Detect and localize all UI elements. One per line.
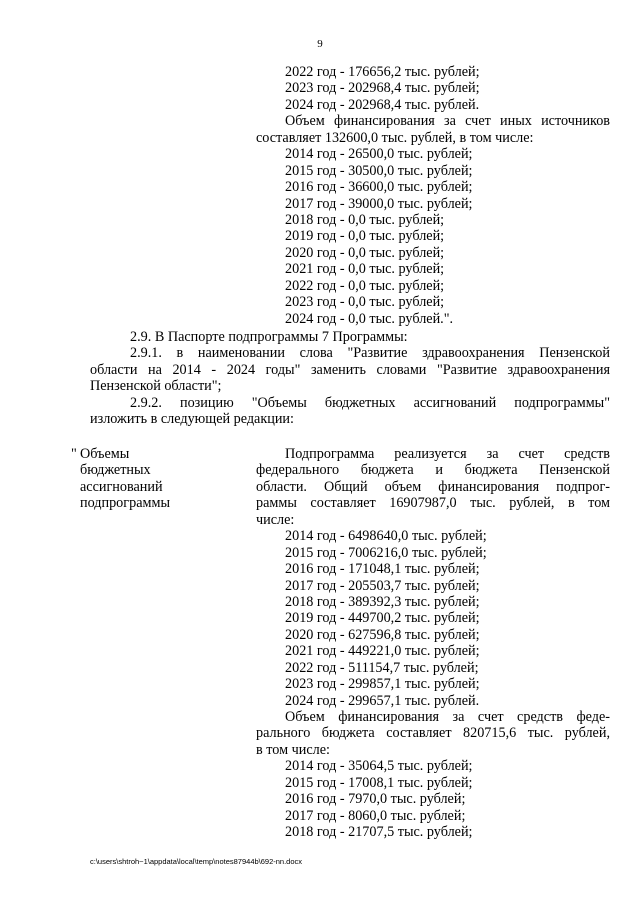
year-line: 2022 год - 176656,2 тыс. рублей; — [285, 64, 480, 80]
position-title-column — [71, 446, 245, 512]
total-year-line: 2018 год - 389392,3 тыс. рублей; — [285, 593, 480, 610]
paragraph-2-9-1: Пензенской области"; — [90, 378, 222, 395]
federal-intro-text: Объем финансирования за счет средств феде- — [285, 709, 610, 725]
intro-text: федерального бюджета и бюджета Пензенской — [256, 462, 610, 479]
opening-quote: " — [71, 446, 77, 462]
total-year-line: 2023 год - 299857,1 тыс. рублей; — [285, 676, 480, 693]
year-line: 2023 год - 202968,4 тыс. рублей; — [285, 80, 480, 97]
federal-intro-text: рального бюджета составляет 820715,6 тыс. рублей, — [256, 725, 610, 742]
federal-intro-text: в том числе: — [256, 741, 330, 758]
position-content-column — [256, 446, 610, 841]
intro-text: раммы составляет 16907987,0 тыс. рублей, в том — [256, 495, 610, 512]
year-line: 2019 год - 0,0 тыс. рублей; — [285, 228, 445, 245]
year-line: 2024 год - 0,0 тыс. рублей.". — [285, 310, 454, 327]
total-year-line: 2014 год - 6498640,0 тыс. рублей; — [285, 528, 487, 545]
total-year-line: 2022 год - 511154,7 тыс. рублей; — [285, 659, 479, 676]
total-year-line: 2020 год - 627596,8 тыс. рублей; — [285, 626, 480, 643]
paragraph-2-9-2: изложить в следующей редакции: — [90, 411, 294, 428]
year-line: 2023 год - 0,0 тыс. рублей; — [285, 294, 445, 311]
federal-year-line: 2016 год - 7970,0 тыс. рублей; — [285, 791, 466, 808]
federal-year-line: 2017 год - 8060,0 тыс. рублей; — [285, 807, 466, 824]
federal-year-line: 2018 год - 21707,5 тыс. рублей; — [285, 824, 473, 841]
total-year-line: 2016 год - 171048,1 тыс. рублей; — [285, 561, 480, 578]
intro-text: числе: — [256, 511, 295, 528]
year-line: 2016 год - 36600,0 тыс. рублей; — [285, 179, 473, 196]
paragraph-2-9: 2.9. В Паспорте подпрограммы 7 Программы: — [130, 329, 408, 345]
year-line: 2022 год - 0,0 тыс. рублей; — [285, 277, 445, 294]
position-title-line: ассигнований — [80, 478, 163, 495]
position-title-line: подпрограммы — [80, 495, 170, 512]
intro-text: Подпрограмма реализуется за счет средств — [285, 446, 610, 462]
total-year-line: 2015 год - 7006216,0 тыс. рублей; — [285, 544, 487, 561]
federal-year-line: 2014 год - 35064,5 тыс. рублей; — [285, 758, 473, 775]
page-number: 9 — [317, 38, 323, 50]
position-title-line: Объемы — [80, 446, 130, 462]
total-year-line: 2019 год - 449700,2 тыс. рублей; — [285, 610, 480, 627]
year-line: 2018 год - 0,0 тыс. рублей; — [285, 211, 445, 228]
intro-text: области. Общий объем финансирования подпрог- — [256, 478, 610, 495]
year-line: 2017 год - 39000,0 тыс. рублей; — [285, 195, 473, 212]
year-line: 2015 год - 30500,0 тыс. рублей; — [285, 162, 473, 179]
paragraph-2-9-2: 2.9.2. позицию "Объемы бюджетных ассигнований подпрограммы" — [130, 394, 610, 411]
total-year-line: 2024 год - 299657,1 тыс. рублей. — [285, 692, 480, 709]
paragraph-2-9-1: 2.9.1. в наименовании слова "Развитие здравоохранения Пензенской — [130, 345, 610, 362]
amendment-block — [90, 329, 610, 428]
year-line: 2014 год - 26500,0 тыс. рублей; — [285, 146, 473, 163]
other-sources-text: составляет 132600,0 тыс. рублей, в том числе: — [256, 129, 534, 146]
paragraph-2-9-1: области на 2014 - 2024 годы" заменить словами "Развитие здравоохранения — [90, 361, 610, 378]
file-path-footer: c:\users\shtroh~1\appdata\local\temp\notes87944b\692-nn.docx — [90, 857, 303, 866]
position-title-line: бюджетных — [80, 462, 151, 479]
total-year-line: 2021 год - 449221,0 тыс. рублей; — [285, 643, 480, 660]
year-line: 2021 год - 0,0 тыс. рублей; — [285, 261, 445, 278]
year-line: 2024 год - 202968,4 тыс. рублей. — [285, 96, 480, 113]
year-line: 2020 год - 0,0 тыс. рублей; — [285, 244, 445, 261]
total-year-line: 2017 год - 205503,7 тыс. рублей; — [285, 577, 480, 594]
top-financing-block — [256, 64, 610, 327]
other-sources-text: Объем финансирования за счет иных источников — [285, 113, 610, 130]
federal-year-line: 2015 год - 17008,1 тыс. рублей; — [285, 774, 473, 791]
